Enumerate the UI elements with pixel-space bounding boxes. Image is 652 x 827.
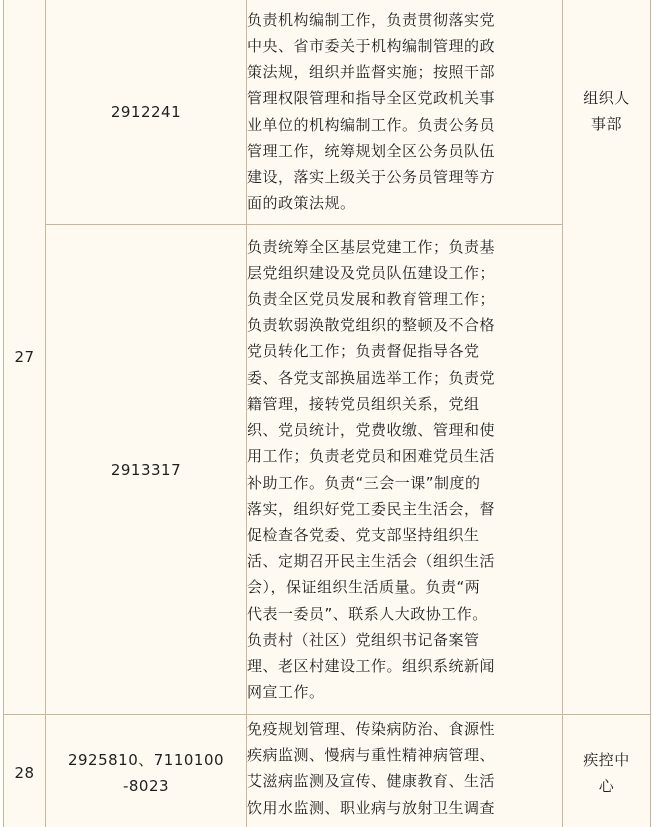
duties-line: 管理工作，统筹规划全区公务员队伍	[247, 141, 496, 160]
row-number: 27	[4, 0, 46, 715]
duties-line: 免疫规划管理、传染病防治、食源性	[247, 720, 496, 738]
duties-line: 代表一委员”、联系人大政协工作。	[247, 604, 488, 623]
department-cell	[563, 0, 651, 715]
duties-line: 业单位的机构编制工作。负责公务员	[247, 115, 496, 134]
phone-number: 2913317	[110, 460, 182, 479]
department-contact-table	[3, 0, 651, 827]
department-name-line: 组织人	[583, 89, 630, 107]
duties-line: 中央、省市委关于机构编制管理的政	[247, 36, 496, 55]
table-row	[4, 225, 651, 715]
duties-line: 管理权限管理和指导全区党政机关事	[247, 89, 496, 108]
duties-line: 织、党员统计，党费收缴、管理和使	[247, 421, 496, 440]
phone-number: -8023	[122, 776, 170, 795]
duties-line: 艾滋病监测及宣传、健康教育、生活	[247, 772, 496, 791]
duties-line: 网宣工作。	[247, 683, 325, 702]
duties-cell	[247, 225, 563, 715]
table-row	[4, 0, 651, 225]
duties-line: 理、老区村建设工作。组织系统新闻	[247, 656, 496, 675]
phone-cell	[46, 225, 247, 715]
duties-line: 负责统筹全区基层党建工作；负责基	[247, 237, 496, 256]
duties-line: 补助工作。负责“三会一课”制度的	[247, 473, 481, 492]
duties-line: 籍管理，接转党员组织关系，党组	[247, 394, 480, 413]
duties-line: 层党组织建设及党员队伍建设工作；	[247, 263, 496, 282]
duties-line: 策法规，组织并监督实施；按照干部	[247, 63, 496, 82]
department-name-line: 事部	[590, 115, 622, 133]
duties-cell	[247, 0, 563, 225]
duties-line: 促检查各党委、党支部坚持组织生	[247, 525, 480, 544]
phone-number: 2912241	[110, 102, 182, 121]
phone-number: 2925810、7110100	[67, 750, 225, 769]
duties-line: 用工作；负责老党员和困难党员生活	[247, 447, 496, 466]
department-name-line: 心	[598, 776, 615, 795]
department-cell	[563, 715, 651, 827]
duties-line: 饮用水监测、职业病与放射卫生调查	[247, 798, 496, 817]
duties-line: 落实，组织好党工委民主生活会，督	[247, 499, 496, 518]
table-row	[4, 715, 651, 827]
duties-line: 党员转化工作；负责督促指导各党	[247, 342, 480, 361]
phone-cell	[46, 715, 247, 827]
duties-line: 面的政策法规。	[247, 194, 356, 213]
duties-cell	[247, 715, 563, 827]
duties-line: 负责软弱涣散党组织的整顿及不合格	[247, 316, 496, 335]
duties-line: 建设，落实上级关于公务员管理等方	[247, 167, 496, 186]
duties-line: 负责机构编制工作，负责贯彻落实党	[247, 10, 496, 29]
phone-cell	[46, 0, 247, 225]
duties-line: 活、定期召开民主生活会（组织生活	[247, 552, 496, 571]
duties-line: 疾病监测、慢病与重性精神病管理、	[247, 746, 496, 765]
duties-line: 负责村（社区）党组织书记备案管	[247, 630, 480, 649]
department-name-line: 疾控中	[583, 750, 630, 769]
duties-line: 委、各党支部换届选举工作；负责党	[247, 368, 496, 387]
duties-line: 会），保证组织生活质量。负责“两	[247, 578, 481, 597]
duties-line: 负责全区党员发展和教育管理工作；	[247, 290, 496, 309]
row-number: 28	[4, 715, 46, 827]
